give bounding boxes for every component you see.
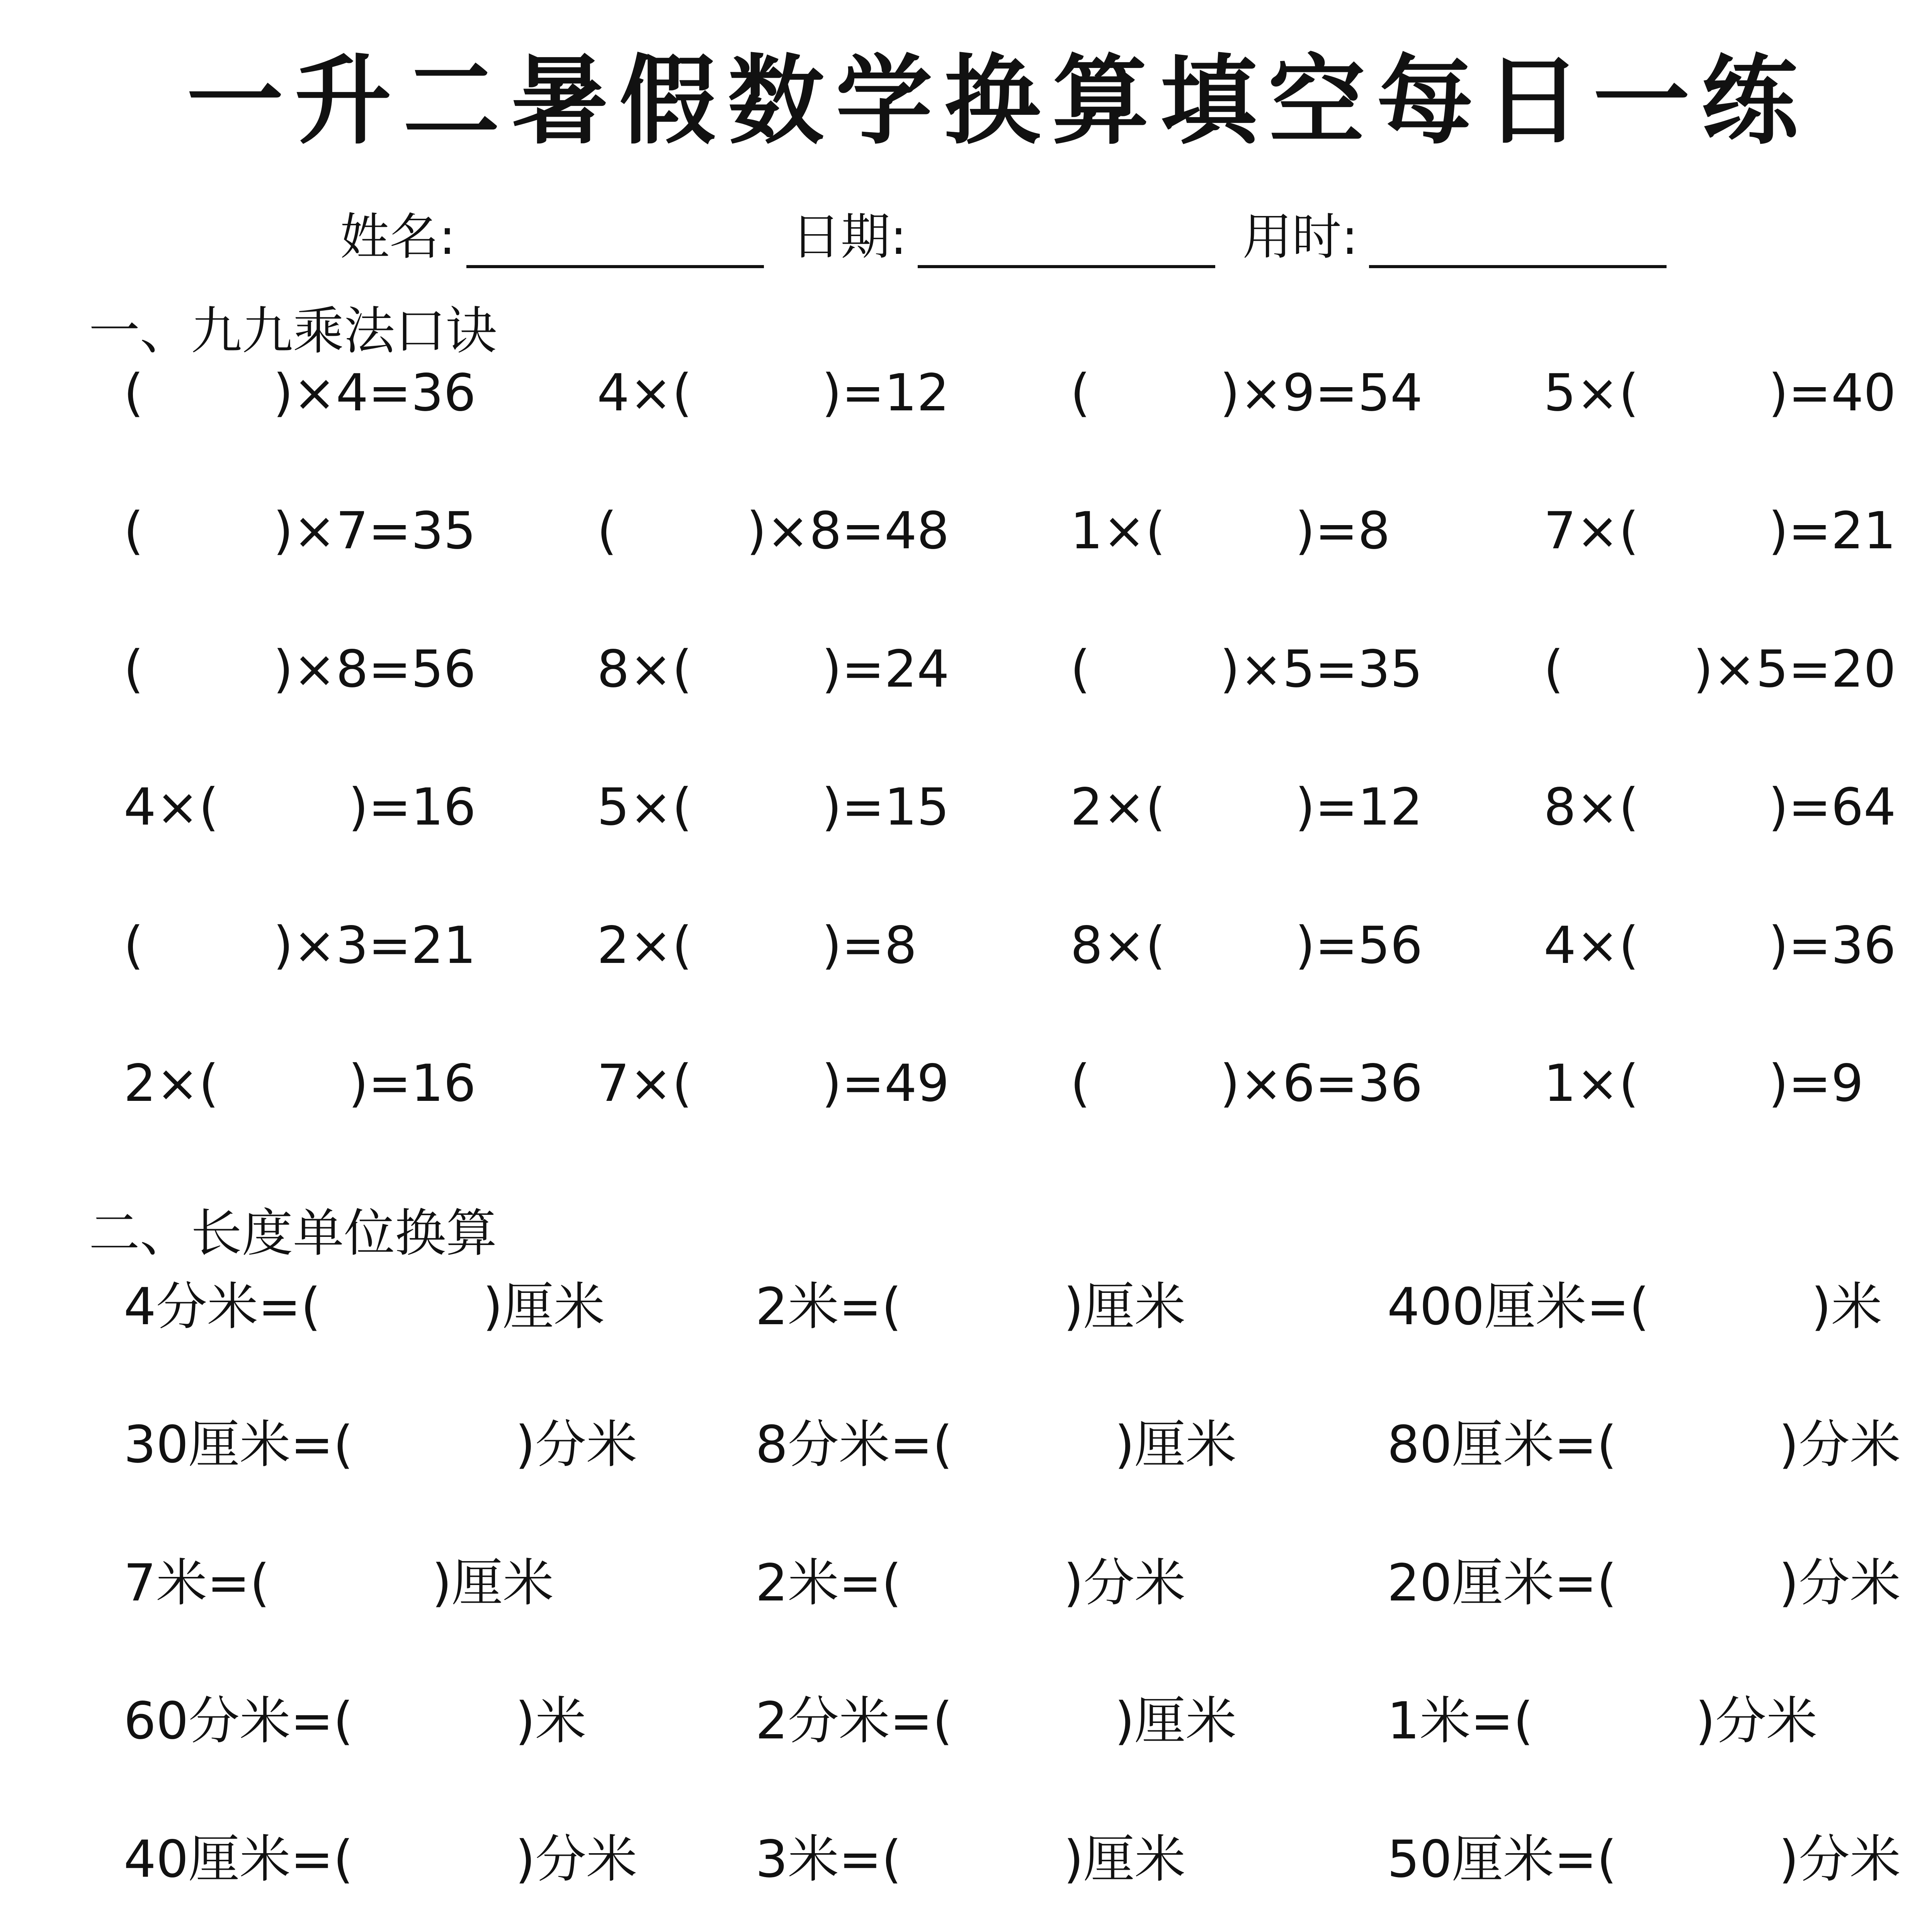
page-title: 一升二暑假数学换算填空每日一练 (187, 45, 1810, 157)
exercise-item[interactable] (1070, 363, 1423, 423)
exercise-text: ( )×4=36 (124, 363, 476, 423)
exercise-row (0, 777, 1932, 855)
exercise-row (0, 363, 1932, 440)
exercise-text: 8分米=( )厘米 (755, 1415, 1237, 1475)
date-label: 日期: (791, 208, 907, 266)
exercise-item[interactable] (1070, 916, 1423, 975)
exercise-text: 40厘米=( )分米 (124, 1830, 638, 1889)
exercise-row (0, 916, 1932, 993)
exercise-text: ( )×6=36 (1070, 1054, 1423, 1113)
exercise-item[interactable] (124, 363, 476, 423)
exercise-text: 3米=( )厘米 (755, 1830, 1186, 1889)
exercise-text: 2×( )=12 (1070, 777, 1423, 837)
exercise-text: 4分米=( )厘米 (124, 1277, 605, 1337)
exercise-item[interactable] (1544, 777, 1896, 837)
exercise-text: 1米=( )分米 (1387, 1691, 1818, 1751)
exercise-item[interactable] (597, 916, 917, 975)
exercise-item[interactable] (755, 1542, 1185, 1615)
exercise-text: ( )×5=35 (1070, 639, 1423, 699)
exercise-item[interactable] (755, 1403, 1236, 1477)
section-heading-length: 二、长度单位换算 (89, 1204, 497, 1263)
exercise-text: 20厘米=( )分米 (1387, 1553, 1901, 1613)
exercise-text: 400厘米=( )米 (1387, 1277, 1883, 1337)
exercise-text: 2米=( )厘米 (755, 1277, 1186, 1337)
exercise-item[interactable] (1070, 1054, 1423, 1113)
exercise-text: 5×( )=40 (1544, 363, 1896, 423)
exercise-item[interactable] (1070, 639, 1423, 699)
name-blank[interactable] (466, 223, 764, 268)
exercise-text: 7×( )=49 (597, 1054, 949, 1113)
exercise-item[interactable] (124, 1680, 586, 1753)
exercise-item[interactable] (755, 1818, 1185, 1891)
exercise-text: 4×( )=12 (597, 363, 949, 423)
exercise-item[interactable] (124, 916, 476, 975)
exercise-item[interactable] (124, 1542, 554, 1615)
exercise-row (0, 1542, 1932, 1619)
exercise-item[interactable] (1387, 1680, 1817, 1753)
exercise-text: 7米=( )厘米 (124, 1553, 554, 1613)
exercise-text: 7×( )=21 (1544, 501, 1896, 561)
exercise-text: 2×( )=8 (597, 916, 917, 975)
exercise-text: ( )×8=48 (597, 501, 949, 561)
exercise-text: ( )×3=21 (124, 916, 476, 975)
exercise-item[interactable] (1387, 1818, 1901, 1891)
exercise-text: 50厘米=( )分米 (1387, 1830, 1901, 1889)
exercise-text: 8×( )=24 (597, 639, 949, 699)
date-blank[interactable] (918, 223, 1215, 268)
exercise-item[interactable] (755, 1680, 1236, 1753)
exercise-item[interactable] (1387, 1265, 1882, 1339)
exercise-text: ( )×8=56 (124, 639, 476, 699)
student-info-line (340, 197, 1678, 268)
exercise-row (0, 639, 1932, 717)
exercise-text: 8×( )=56 (1070, 916, 1423, 975)
exercise-row (0, 501, 1932, 578)
section-heading-multiplication: 一、九九乘法口诀 (89, 301, 497, 361)
exercise-item[interactable] (1544, 363, 1896, 423)
exercise-item[interactable] (1387, 1542, 1901, 1615)
exercise-item[interactable] (124, 639, 476, 699)
exercise-row (0, 1054, 1932, 1131)
exercise-item[interactable] (124, 1265, 605, 1339)
exercise-text: 60分米=( )米 (124, 1691, 587, 1751)
exercise-item[interactable] (1070, 501, 1390, 561)
exercise-text: 2×( )=16 (124, 1054, 476, 1113)
exercise-item[interactable] (124, 1403, 637, 1477)
exercise-row (0, 1680, 1932, 1757)
exercise-item[interactable] (755, 1265, 1185, 1339)
exercise-item[interactable] (597, 777, 949, 837)
exercise-text: 4×( )=36 (1544, 916, 1896, 975)
exercise-text: ( )×5=20 (1544, 639, 1896, 699)
exercise-item[interactable] (124, 501, 476, 561)
exercise-text: ( )×7=35 (124, 501, 476, 561)
name-label: 姓名: (340, 208, 456, 266)
exercise-item[interactable] (124, 777, 476, 837)
exercise-item[interactable] (1544, 1054, 1864, 1113)
exercise-item[interactable] (1070, 777, 1423, 837)
exercise-item[interactable] (597, 363, 949, 423)
exercise-item[interactable] (1544, 501, 1896, 561)
time-label: 用时: (1242, 208, 1358, 266)
exercise-item[interactable] (124, 1054, 476, 1113)
time-blank[interactable] (1369, 223, 1667, 268)
exercise-text: 1×( )=8 (1070, 501, 1390, 561)
exercise-item[interactable] (1544, 916, 1896, 975)
exercise-text: 1×( )=9 (1544, 1054, 1864, 1113)
exercise-item[interactable] (1387, 1403, 1901, 1477)
exercise-text: 4×( )=16 (124, 777, 476, 837)
exercise-text: 8×( )=64 (1544, 777, 1896, 837)
exercise-item[interactable] (597, 639, 949, 699)
exercise-item[interactable] (597, 1054, 949, 1113)
exercise-text: ( )×9=54 (1070, 363, 1423, 423)
exercise-item[interactable] (597, 501, 949, 561)
exercise-item[interactable] (124, 1818, 637, 1891)
exercise-row (0, 1403, 1932, 1481)
exercise-text: 80厘米=( )分米 (1387, 1415, 1901, 1475)
exercise-row (0, 1818, 1932, 1895)
exercise-text: 30厘米=( )分米 (124, 1415, 638, 1475)
exercise-text: 2分米=( )厘米 (755, 1691, 1237, 1751)
exercise-text: 5×( )=15 (597, 777, 949, 837)
exercise-item[interactable] (1544, 639, 1896, 699)
exercise-row (0, 1265, 1932, 1343)
exercise-text: 2米=( )分米 (755, 1553, 1186, 1613)
